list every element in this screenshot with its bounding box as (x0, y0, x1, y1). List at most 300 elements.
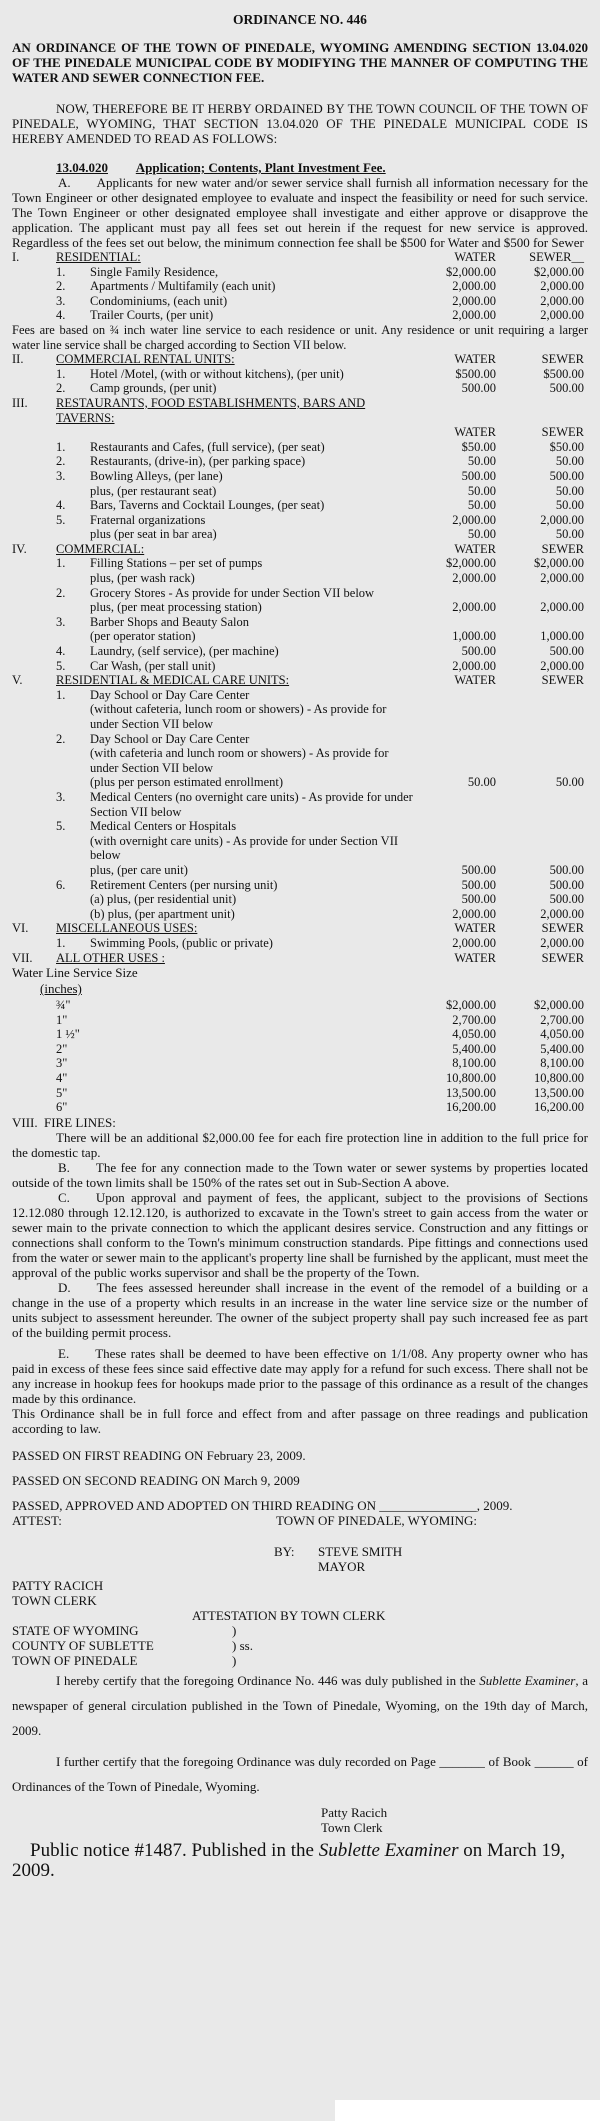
item-label: Retirement Centers (per nursing unit) (90, 877, 278, 892)
schedule-item-row (12, 571, 588, 586)
item-number (56, 834, 90, 863)
sewer-fee (508, 761, 588, 776)
paragraph-e (12, 1346, 588, 1406)
notice-text-a: Public notice #1487. Published in the (30, 1839, 314, 1861)
water-fee: 2,000.00 (452, 512, 496, 527)
notice-year: 2009. (12, 1859, 55, 1881)
sewer-fee: 2,000.00 (540, 571, 584, 586)
schedule-item-row (12, 834, 588, 863)
row-indent (12, 936, 56, 951)
fire-lines-heading (12, 1115, 588, 1130)
schedule-item-row (12, 586, 588, 601)
sewer-fee: $2,000.00 (534, 264, 584, 279)
sewer-fee: 2,000.00 (540, 293, 584, 308)
sewer-fee: 4,050.00 (540, 1027, 584, 1042)
water-fee: 500.00 (461, 468, 496, 483)
sewer-fee: $2,000.00 (534, 556, 584, 571)
waterline-row (12, 1013, 588, 1028)
item-number: 1. (56, 439, 66, 454)
mayor-title: MAYOR (318, 1558, 366, 1574)
item-number (56, 484, 90, 499)
line-size: 4" (56, 1071, 68, 1086)
water-fee: 2,000.00 (452, 571, 496, 586)
water-header (416, 396, 508, 425)
water-fee: 2,700.00 (452, 1012, 496, 1027)
water-fee: 2,000.00 (452, 279, 496, 294)
item-label: Day School or Day Care Center (90, 687, 250, 702)
sewer-header: SEWER (541, 673, 584, 688)
item-label: (without cafeteria, lunch room or showers) - As provide for (90, 702, 387, 717)
clerk-name: PATTY RACICH (12, 1577, 104, 1593)
line-size: 3" (56, 1056, 68, 1071)
category-label: COMMERCIAL RENTAL UNITS: (56, 352, 235, 367)
item-number: 4. (56, 644, 66, 659)
sewer-fee (508, 702, 588, 717)
item-number: 5. (56, 512, 66, 527)
item-number: 1. (56, 556, 66, 571)
item-number (56, 775, 90, 790)
row-indent (12, 484, 56, 499)
water-header: WATER (454, 950, 496, 965)
sewer-fee: 500.00 (549, 862, 584, 877)
water-fee (416, 717, 508, 732)
water-header: WATER (454, 250, 496, 264)
sewer-fee: 500.00 (549, 644, 584, 659)
clerk-signature-title: Town Clerk (321, 1819, 383, 1835)
waterline-row (12, 1100, 588, 1115)
water-header: WATER (454, 921, 496, 936)
water-fee: $2,000.00 (446, 264, 496, 279)
item-number (56, 600, 90, 615)
venue-paren-3: ) (232, 1652, 237, 1668)
sewer-fee: 2,000.00 (540, 279, 584, 294)
item-label: Single Family Residence, (90, 264, 219, 279)
item-label: (with cafeteria and lunch room or showers) - As provide for (90, 746, 389, 761)
item-label: Bowling Alleys, (per lane) (90, 468, 223, 483)
row-indent (12, 586, 56, 601)
item-number: 1. (56, 687, 66, 702)
water-fee: 13,500.00 (446, 1085, 496, 1100)
waterline-row (12, 998, 588, 1013)
water-fee (416, 819, 508, 834)
item-number: 1. (56, 264, 66, 279)
venue-ss: ) ss. (232, 1637, 253, 1653)
water-fee: 500.00 (461, 644, 496, 659)
item-number: 4. (56, 308, 66, 323)
schedule-item-row (12, 717, 588, 732)
sewer-fee: 500.00 (549, 468, 584, 483)
line-size: 2" (56, 1041, 68, 1056)
row-indent (12, 659, 56, 674)
water-fee: $500.00 (455, 366, 496, 381)
row-indent (12, 907, 56, 922)
row-indent (12, 688, 56, 703)
item-number: 3. (56, 789, 66, 804)
water-fee (416, 688, 508, 703)
fire-lines-number: VIII. (12, 1114, 38, 1130)
water-fee: 50.00 (467, 527, 496, 542)
water-fee: 500.00 (461, 892, 496, 907)
water-fee: 500.00 (461, 862, 496, 877)
water-fee: 2,000.00 (452, 293, 496, 308)
paragraph-b (12, 1160, 588, 1190)
ordinance-caption: AN ORDINANCE OF THE TOWN OF PINEDALE, WYOMING AMENDING SECTION 13.04.020 OF THE PINEDALE MUNICIPAL CODE BY MODIFYING THE MANNER OF COMPUTING THE WATER AND SEWER CONNECTION FEE. (12, 40, 588, 85)
sewer-header (508, 396, 588, 425)
sewer-header: SEWER (541, 352, 584, 367)
water-fee: 2,000.00 (452, 935, 496, 950)
schedule-item-row (12, 600, 588, 615)
waterline-row (12, 1027, 588, 1042)
schedule-category-row (12, 250, 588, 265)
row-indent (12, 717, 56, 732)
item-label: plus, (per care unit) (90, 862, 188, 877)
sewer-fee (508, 688, 588, 703)
item-label: Camp grounds, (per unit) (90, 381, 217, 396)
schedule-note: Fees are based on ¾ inch water line service to each residence or unit. Any residence or unit requiring a larger water line service shall be charged according to Section VII below. (12, 322, 588, 352)
mayor-name: STEVE SMITH (318, 1543, 403, 1559)
schedule-item-row (12, 367, 588, 382)
item-number: 5. (56, 819, 66, 834)
item-label: Filling Stations – per set of pumps (90, 556, 263, 571)
water-fee: 4,050.00 (452, 1027, 496, 1042)
schedule-note-row (12, 323, 588, 352)
item-number: 2. (56, 279, 66, 294)
water-header: WATER (454, 352, 496, 367)
category-label: RESIDENTIAL & MEDICAL CARE UNITS: (56, 673, 290, 688)
row-indent (12, 454, 56, 469)
water-fee: 500.00 (461, 877, 496, 892)
sewer-fee: 2,000.00 (540, 512, 584, 527)
newspaper-name: Sublette Examiner (479, 1672, 576, 1688)
schedule-item-row (12, 878, 588, 893)
public-notice (12, 1841, 588, 1861)
venue-county-label: COUNTY OF SUBLETTE (12, 1637, 154, 1653)
sewer-fee: 5,400.00 (540, 1041, 584, 1056)
schedule-category-row (12, 921, 588, 936)
second-reading: PASSED ON SECOND READING ON March 9, 2009 (12, 1472, 300, 1488)
row-indent (12, 279, 56, 294)
category-label: MISCELLANEOUS USES: (56, 921, 198, 936)
sewer-header: SEWER__ (529, 250, 584, 264)
item-label: Grocery Stores - As provide for under Section VII below (90, 585, 375, 600)
venue-state-label: STATE OF WYOMING (12, 1622, 139, 1638)
item-label (90, 425, 416, 440)
schedule-item-row (12, 513, 588, 528)
ordinance-title: ORDINANCE NO. 446 (233, 12, 367, 27)
fire-lines-label: FIRE LINES: (44, 1114, 116, 1130)
sewer-fee: $2,000.00 (534, 998, 584, 1013)
paragraph-e-text: These rates shall be deemed to have been effective on 1/1/08. Any property owner who has paid in excess of these fees since said effective date may apply for a refund for such excess. There shall not be any increase in hookup fees for hookups made prior to the passage of this ordinance as a result of the changes made by this ordinance. (12, 1345, 588, 1406)
sewer-fee (508, 819, 588, 834)
schedule-item-row (12, 702, 588, 717)
row-indent (12, 702, 56, 717)
row-indent (12, 265, 56, 280)
schedule-item-row (12, 527, 588, 542)
item-number (56, 702, 90, 717)
line-size: ¾" (56, 998, 71, 1013)
cert-text-b: , a newspaper of general circulation published in the Town of Pinedale, Wyoming, on the 19th day of March, 2009. (12, 1672, 588, 1738)
item-number: 2. (56, 381, 66, 396)
schedule-item-row (12, 892, 588, 907)
schedule-item-row (12, 688, 588, 703)
schedule-category-row (12, 542, 588, 557)
row-indent (12, 513, 56, 528)
item-number (56, 629, 90, 644)
schedule-item-row (12, 746, 588, 761)
line-size: 6" (56, 1100, 68, 1115)
waterline-row (12, 1071, 588, 1086)
paragraph-c-mark: C. (58, 1189, 70, 1205)
by-label: BY: (274, 1543, 295, 1559)
water-fee: 2,000.00 (452, 658, 496, 673)
item-number: 6. (56, 877, 66, 892)
category-number: V. (12, 673, 23, 688)
paragraph-d-mark: D. (58, 1279, 71, 1295)
waterline-title: Water Line Service Size (12, 965, 138, 981)
water-fee (416, 586, 508, 601)
sewer-fee: 500.00 (549, 877, 584, 892)
force-clause: This Ordinance shall be in full force and effect from and after passage on three readings and publication according to law. (12, 1405, 588, 1436)
schedule-item-row (12, 294, 588, 309)
first-reading: PASSED ON FIRST READING ON February 23, 2009. (12, 1447, 306, 1463)
fire-lines-text: There will be an additional $2,000.00 fee for each fire protection line in addition to the full price for the domestic tap. (12, 1129, 588, 1160)
paragraph-b-text: The fee for any connection made to the Town water or sewer systems by properties located outside of the town limits shall be 150% of the rates set out in Sub-Section A above. (12, 1159, 588, 1190)
category-label: RESTAURANTS, FOOD ESTABLISHMENTS, BARS AND TAVERNS: (56, 395, 366, 425)
water-fee: 8,100.00 (452, 1056, 496, 1071)
venue-county (12, 1638, 588, 1653)
item-number (56, 717, 90, 732)
line-size: 1" (56, 1012, 68, 1027)
sewer-fee: 2,000.00 (540, 600, 584, 615)
sewer-fee: 50.00 (555, 527, 584, 542)
item-number: 1. (56, 366, 66, 381)
paragraph-d (12, 1280, 588, 1340)
waterline-row (12, 1042, 588, 1057)
sewer-fee: 16,200.00 (534, 1100, 584, 1115)
sewer-fee: 2,000.00 (540, 658, 584, 673)
section-title: Application; Contents, Plant Investment Fee. (135, 160, 386, 175)
schedule-item-row (12, 469, 588, 484)
sewer-fee: 500.00 (549, 381, 584, 396)
item-number: 2. (56, 585, 66, 600)
notice-text-b: on March 19, (463, 1839, 566, 1861)
item-label: Bars, Taverns and Cocktail Lounges, (per seat) (90, 498, 325, 513)
sewer-fee (508, 615, 588, 630)
attestation-title: ATTESTATION BY TOWN CLERK (192, 1607, 386, 1623)
blank-region (335, 2100, 600, 2121)
item-label: Fraternal organizations (90, 512, 206, 527)
paragraph-a (12, 175, 588, 250)
water-fee: 10,800.00 (446, 1071, 496, 1086)
sewer-fee: 13,500.00 (534, 1085, 584, 1100)
sewer-fee (508, 790, 588, 819)
water-fee (416, 615, 508, 630)
waterline-units: (inches) (40, 981, 82, 997)
row-indent (12, 294, 56, 309)
mayor-title-row (12, 1559, 588, 1574)
sewer-fee: 50.00 (555, 454, 584, 469)
sewer-fee (508, 834, 588, 863)
schedule-item-row (12, 279, 588, 294)
water-fee: 2,000.00 (452, 906, 496, 921)
schedule-item-row (12, 936, 588, 951)
row-indent (12, 790, 56, 819)
section-heading (12, 160, 588, 175)
schedule-item-row (12, 498, 588, 513)
row-indent (12, 819, 56, 834)
waterline-row (12, 1056, 588, 1071)
line-size: 5" (56, 1085, 68, 1100)
item-label: Condominiums, (each unit) (90, 293, 228, 308)
item-label: Medical Centers (no overnight care units) - As provide for under Section VII below (90, 789, 413, 819)
schedule-item-row (12, 484, 588, 499)
schedule-item-row (12, 761, 588, 776)
water-fee: 2,000.00 (452, 600, 496, 615)
schedule-category-row (12, 352, 588, 367)
venue-town-label: TOWN OF PINEDALE (12, 1652, 138, 1668)
sewer-fee (508, 586, 588, 601)
line-size: 1 ½" (56, 1027, 80, 1042)
paragraph-a-text: Applicants for new water and/or sewer service shall furnish all information necessary for the Town Engineer or other designated employee to evaluate and inspect the feasibility or need for such service. The Town Engineer or other designated employee shall investigate and either approve or disapprove the application. The applicant must pay all fees set out herein if the request for new service is approved. Regardless of the fees set out below, the minimum connection fee shall be $500 for Water and $500 for Sewer (12, 175, 588, 250)
water-fee: 1,000.00 (452, 629, 496, 644)
water-fee: 50.00 (467, 498, 496, 513)
item-label: (b) plus, (per apartment unit) (90, 906, 235, 921)
schedule-item-row (12, 819, 588, 834)
category-number: VII. (12, 950, 33, 965)
row-indent (12, 629, 56, 644)
sewer-fee: 50.00 (555, 483, 584, 498)
row-indent (12, 527, 56, 542)
attest-line (12, 1513, 588, 1528)
section-number: 13.04.020 (56, 160, 108, 175)
schedule-item-row (12, 629, 588, 644)
category-number: I. (12, 250, 20, 264)
item-label: plus, (per wash rack) (90, 571, 195, 586)
water-fee (416, 732, 508, 747)
row-indent (12, 761, 56, 776)
waterline-row (12, 1086, 588, 1101)
category-number: III. (12, 395, 28, 410)
sewer-header: SEWER (541, 950, 584, 965)
category-number: VI. (12, 921, 29, 936)
paragraph-c-text: Upon approval and payment of fees, the applicant, subject to the provisions of Sections 12.12.080 through 12.12.120, is authorized to excavate in the Town's street to gain access from the water or sewer main to the private connection to which the applicant desires service. Construction and any fittings or connections shall conform to the Town's minimum construction standards. Pipe fittings and connections used from the water or sewer main to the applicant's property line shall be furnished by the applicant, must meet the approval of the public works supervisor and shall be the property of the Town. (12, 1189, 588, 1280)
paragraph-e-mark: E. (58, 1345, 70, 1361)
sewer-header: SEWER (541, 541, 584, 556)
fee-schedule-table (12, 250, 588, 965)
row-indent (12, 381, 56, 396)
sewer-fee: 10,800.00 (534, 1071, 584, 1086)
row-indent (12, 775, 56, 790)
paragraph-a-mark: A. (58, 175, 71, 190)
water-fee (416, 761, 508, 776)
schedule-item-row (12, 644, 588, 659)
item-label: Car Wash, (per stall unit) (90, 658, 216, 673)
water-fee (416, 702, 508, 717)
row-indent (12, 469, 56, 484)
item-number: 3. (56, 614, 66, 629)
water-header: WATER (454, 541, 496, 556)
water-fee: 50.00 (467, 454, 496, 469)
item-label: (with overnight care units) - As provide for under Section VII below (90, 833, 399, 863)
item-label: Laundry, (self service), (per machine) (90, 644, 279, 659)
schedule-item-row (12, 732, 588, 747)
row-indent (12, 308, 56, 323)
row-indent (12, 732, 56, 747)
row-indent (12, 644, 56, 659)
schedule-category-row (12, 673, 588, 688)
cert-text-a: I hereby certify that the foregoing Ordinance No. 446 was duly published in the (56, 1672, 476, 1688)
row-indent (12, 498, 56, 513)
water-fee: $2,000.00 (446, 998, 496, 1013)
item-number (56, 571, 90, 586)
item-number: 5. (56, 658, 66, 673)
row-indent (12, 367, 56, 382)
item-label: Hotel /Motel, (with or without kitchens), (per unit) (90, 366, 344, 381)
sewer-fee: 500.00 (549, 892, 584, 907)
attest-label: ATTEST: (12, 1512, 62, 1528)
water-fee: 5,400.00 (452, 1041, 496, 1056)
sewer-fee (508, 717, 588, 732)
row-indent (12, 556, 56, 571)
schedule-item-row (12, 454, 588, 469)
row-indent (12, 425, 56, 440)
item-number: 4. (56, 498, 66, 513)
item-label: (per operator station) (90, 629, 196, 644)
item-label: under Section VII below (90, 717, 214, 731)
sewer-fee (508, 746, 588, 761)
paragraph-d-text: The fees assessed hereunder shall increase in the event of the remodel of a building or a change in the use of a property which results in an increase in the water line service size or the number of units subject to assessment hereunder. The owner of the subject property shall pay such increased fee as part of the building permit process. (12, 1279, 588, 1340)
item-number: 2. (56, 454, 66, 469)
item-number (56, 761, 90, 776)
schedule-item-row (12, 381, 588, 396)
row-indent (12, 892, 56, 907)
sewer-fee: $500.00 (543, 366, 584, 381)
item-label: Medical Centers or Hospitals (90, 819, 237, 834)
item-label: Apartments / Multifamily (each unit) (90, 279, 276, 294)
venue-town (12, 1653, 588, 1668)
item-number (56, 863, 90, 878)
item-label: (plus per person estimated enrollment) (90, 775, 283, 790)
enacting-clause: NOW, THEREFORE BE IT HERBY ORDAINED BY THE TOWN COUNCIL OF THE TOWN OF PINEDALE, WYOMING, THAT SECTION 13.04.020 OF THE PINEDALE MUNICIPAL CODE IS HEREBY AMENDED TO READ AS FOLLOWS: (12, 101, 588, 146)
water-fee: WATER (454, 425, 496, 440)
water-fee: 500.00 (461, 381, 496, 396)
item-number: 2. (56, 731, 66, 746)
sewer-fee: 2,000.00 (540, 935, 584, 950)
notice-newspaper: Sublette Examiner (318, 1839, 459, 1861)
item-label: Restaurants, (drive-in), (per parking space) (90, 454, 306, 469)
water-fee: $2,000.00 (446, 556, 496, 571)
row-indent (12, 600, 56, 615)
water-fee: $50.00 (461, 439, 496, 454)
venue-paren-1: ) (232, 1622, 237, 1638)
item-label: plus, (per meat processing station) (90, 600, 262, 615)
row-indent (12, 746, 56, 761)
water-fee: 50.00 (467, 483, 496, 498)
row-indent (12, 571, 56, 586)
certification-publication (12, 1668, 588, 1743)
clerk-signature-name: Patty Racich (321, 1804, 388, 1820)
item-number (56, 892, 90, 907)
item-number (56, 746, 90, 761)
schedule-category-row (12, 396, 588, 425)
schedule-item-row (12, 907, 588, 922)
sewer-fee: 50.00 (555, 775, 584, 790)
sewer-fee (508, 732, 588, 747)
paragraph-b-mark: B. (58, 1159, 70, 1175)
schedule-category-row (12, 951, 588, 966)
schedule-item-row (12, 440, 588, 455)
schedule-item-row (12, 659, 588, 674)
